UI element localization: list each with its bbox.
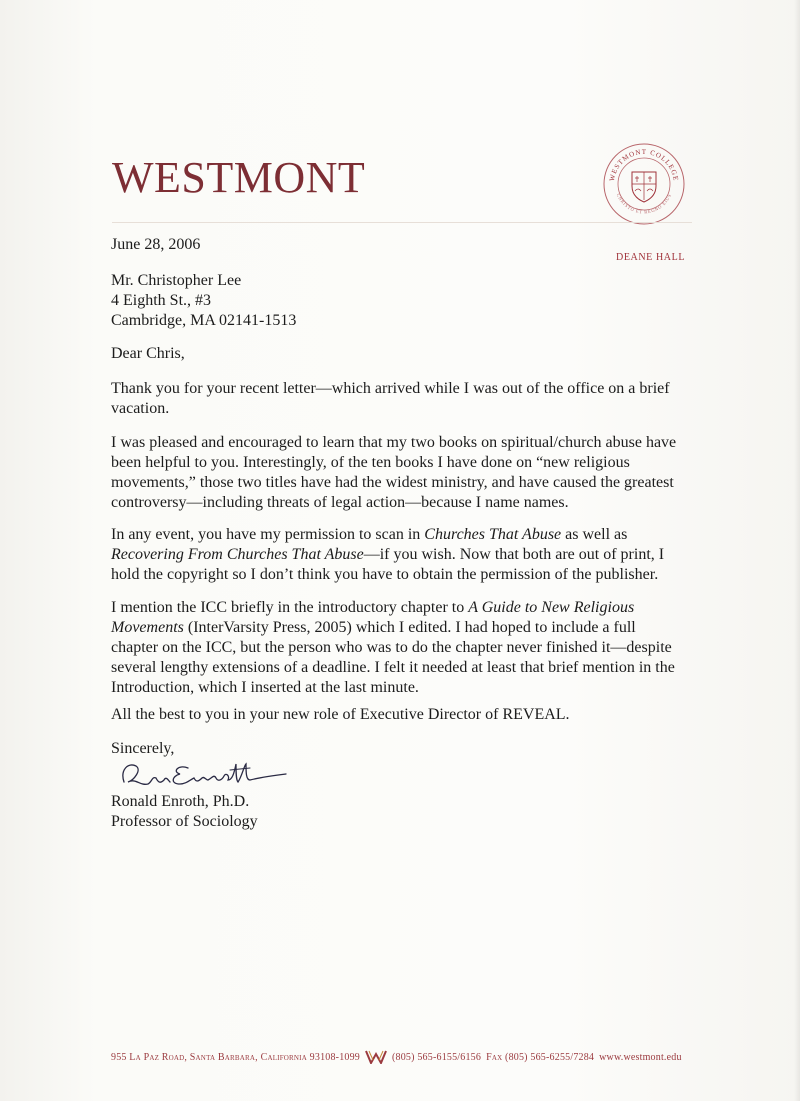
text-run: In any event, you have my permission to scan in bbox=[111, 526, 425, 543]
paragraph-3 bbox=[111, 525, 671, 585]
text-run: —if you wish. Now that both are out of print, I bbox=[363, 546, 665, 563]
signer-title: Professor of Sociology bbox=[111, 813, 258, 830]
book-title-churches-that-abuse: Churches That Abuse bbox=[424, 526, 562, 543]
recipient-street: 4 Eighth St., #3 bbox=[111, 292, 212, 309]
paragraph-line: hold the copyright so I don’t think you have to obtain the permission of the publisher. bbox=[111, 566, 659, 583]
paragraph-5 bbox=[111, 705, 671, 725]
paragraph-line bbox=[111, 618, 671, 638]
letter-date: June 28, 2006 bbox=[111, 236, 201, 253]
paragraph-line: vacation. bbox=[111, 400, 170, 417]
paragraph-line bbox=[111, 545, 671, 565]
paragraph-line: controversy—including threats of legal action—because I name names. bbox=[111, 494, 569, 511]
paragraph-line: I was pleased and encouraged to learn that my two books on spiritual/church abuse have bbox=[111, 434, 677, 451]
book-title-recovering: Recovering From Churches That Abuse bbox=[111, 546, 364, 563]
salutation: Dear Chris, bbox=[111, 345, 185, 362]
westmont-w-logo-icon bbox=[365, 1050, 387, 1064]
paragraph-line bbox=[111, 525, 671, 545]
recipient-city: Cambridge, MA 02141-1513 bbox=[111, 312, 297, 329]
paragraph-line: All the best to you in your new role of Executive Director of REVEAL. bbox=[111, 706, 570, 723]
paragraph-1 bbox=[111, 379, 671, 419]
paragraph-4 bbox=[111, 598, 675, 698]
closing: Sincerely, bbox=[111, 740, 175, 757]
signer-name: Ronald Enroth, Ph.D. bbox=[111, 793, 250, 810]
text-run: (InterVarsity Press, 2005) which I edited. I had hoped to include a full bbox=[183, 619, 636, 636]
book-title-guide: A Guide to New Religious bbox=[468, 599, 635, 616]
paragraph-2 bbox=[111, 433, 677, 513]
paragraph-line: chapter on the ICC, but the person who was to do the chapter never finished it—despite bbox=[111, 639, 672, 656]
footer-fax: Fax (805) 565-6255/7284 bbox=[486, 1051, 595, 1063]
office-location: DEANE HALL bbox=[616, 252, 686, 263]
seal-bottom-text: CHRISTO ET REGNO EIUS bbox=[615, 192, 673, 215]
text-run: as well as bbox=[561, 526, 628, 543]
footer-address: 955 La Paz Road, Santa Barbara, California 93108-1099 bbox=[111, 1051, 360, 1063]
signer-block bbox=[111, 792, 258, 832]
westmont-wordmark: WESTMONT bbox=[112, 153, 366, 202]
page-edge-shadow bbox=[794, 0, 800, 1101]
westmont-college-seal-icon bbox=[600, 140, 688, 228]
paragraph-line: Thank you for your recent letter—which arrived while I was out of the office on a brief bbox=[111, 380, 670, 397]
letterhead-divider bbox=[112, 222, 692, 223]
paragraph-line: Introduction, which I inserted at the last minute. bbox=[111, 679, 419, 696]
handwritten-signature bbox=[118, 756, 290, 792]
paragraph-line bbox=[111, 598, 671, 618]
recipient-address bbox=[111, 271, 296, 331]
book-title-guide-cont: Movements bbox=[111, 619, 184, 636]
paragraph-line: several lengthy extensions of a deadline. I felt it needed at least that brief mention in the bbox=[111, 659, 675, 676]
seal-top-text: WESTMONT COLLEGE bbox=[607, 147, 680, 182]
paragraph-line: been helpful to you. Interestingly, of the ten books I have done on “new religious bbox=[111, 454, 630, 471]
paragraph-line: movements,” those two titles have had the widest ministry, and have caused the greatest bbox=[111, 474, 674, 491]
footer-website[interactable]: www.westmont.edu bbox=[599, 1051, 682, 1063]
recipient-name: Mr. Christopher Lee bbox=[111, 272, 242, 289]
footer-phone: (805) 565-6155/6156 bbox=[392, 1051, 482, 1063]
letterhead-footer bbox=[111, 1050, 691, 1064]
text-run: I mention the ICC briefly in the introductory chapter to bbox=[111, 599, 469, 616]
